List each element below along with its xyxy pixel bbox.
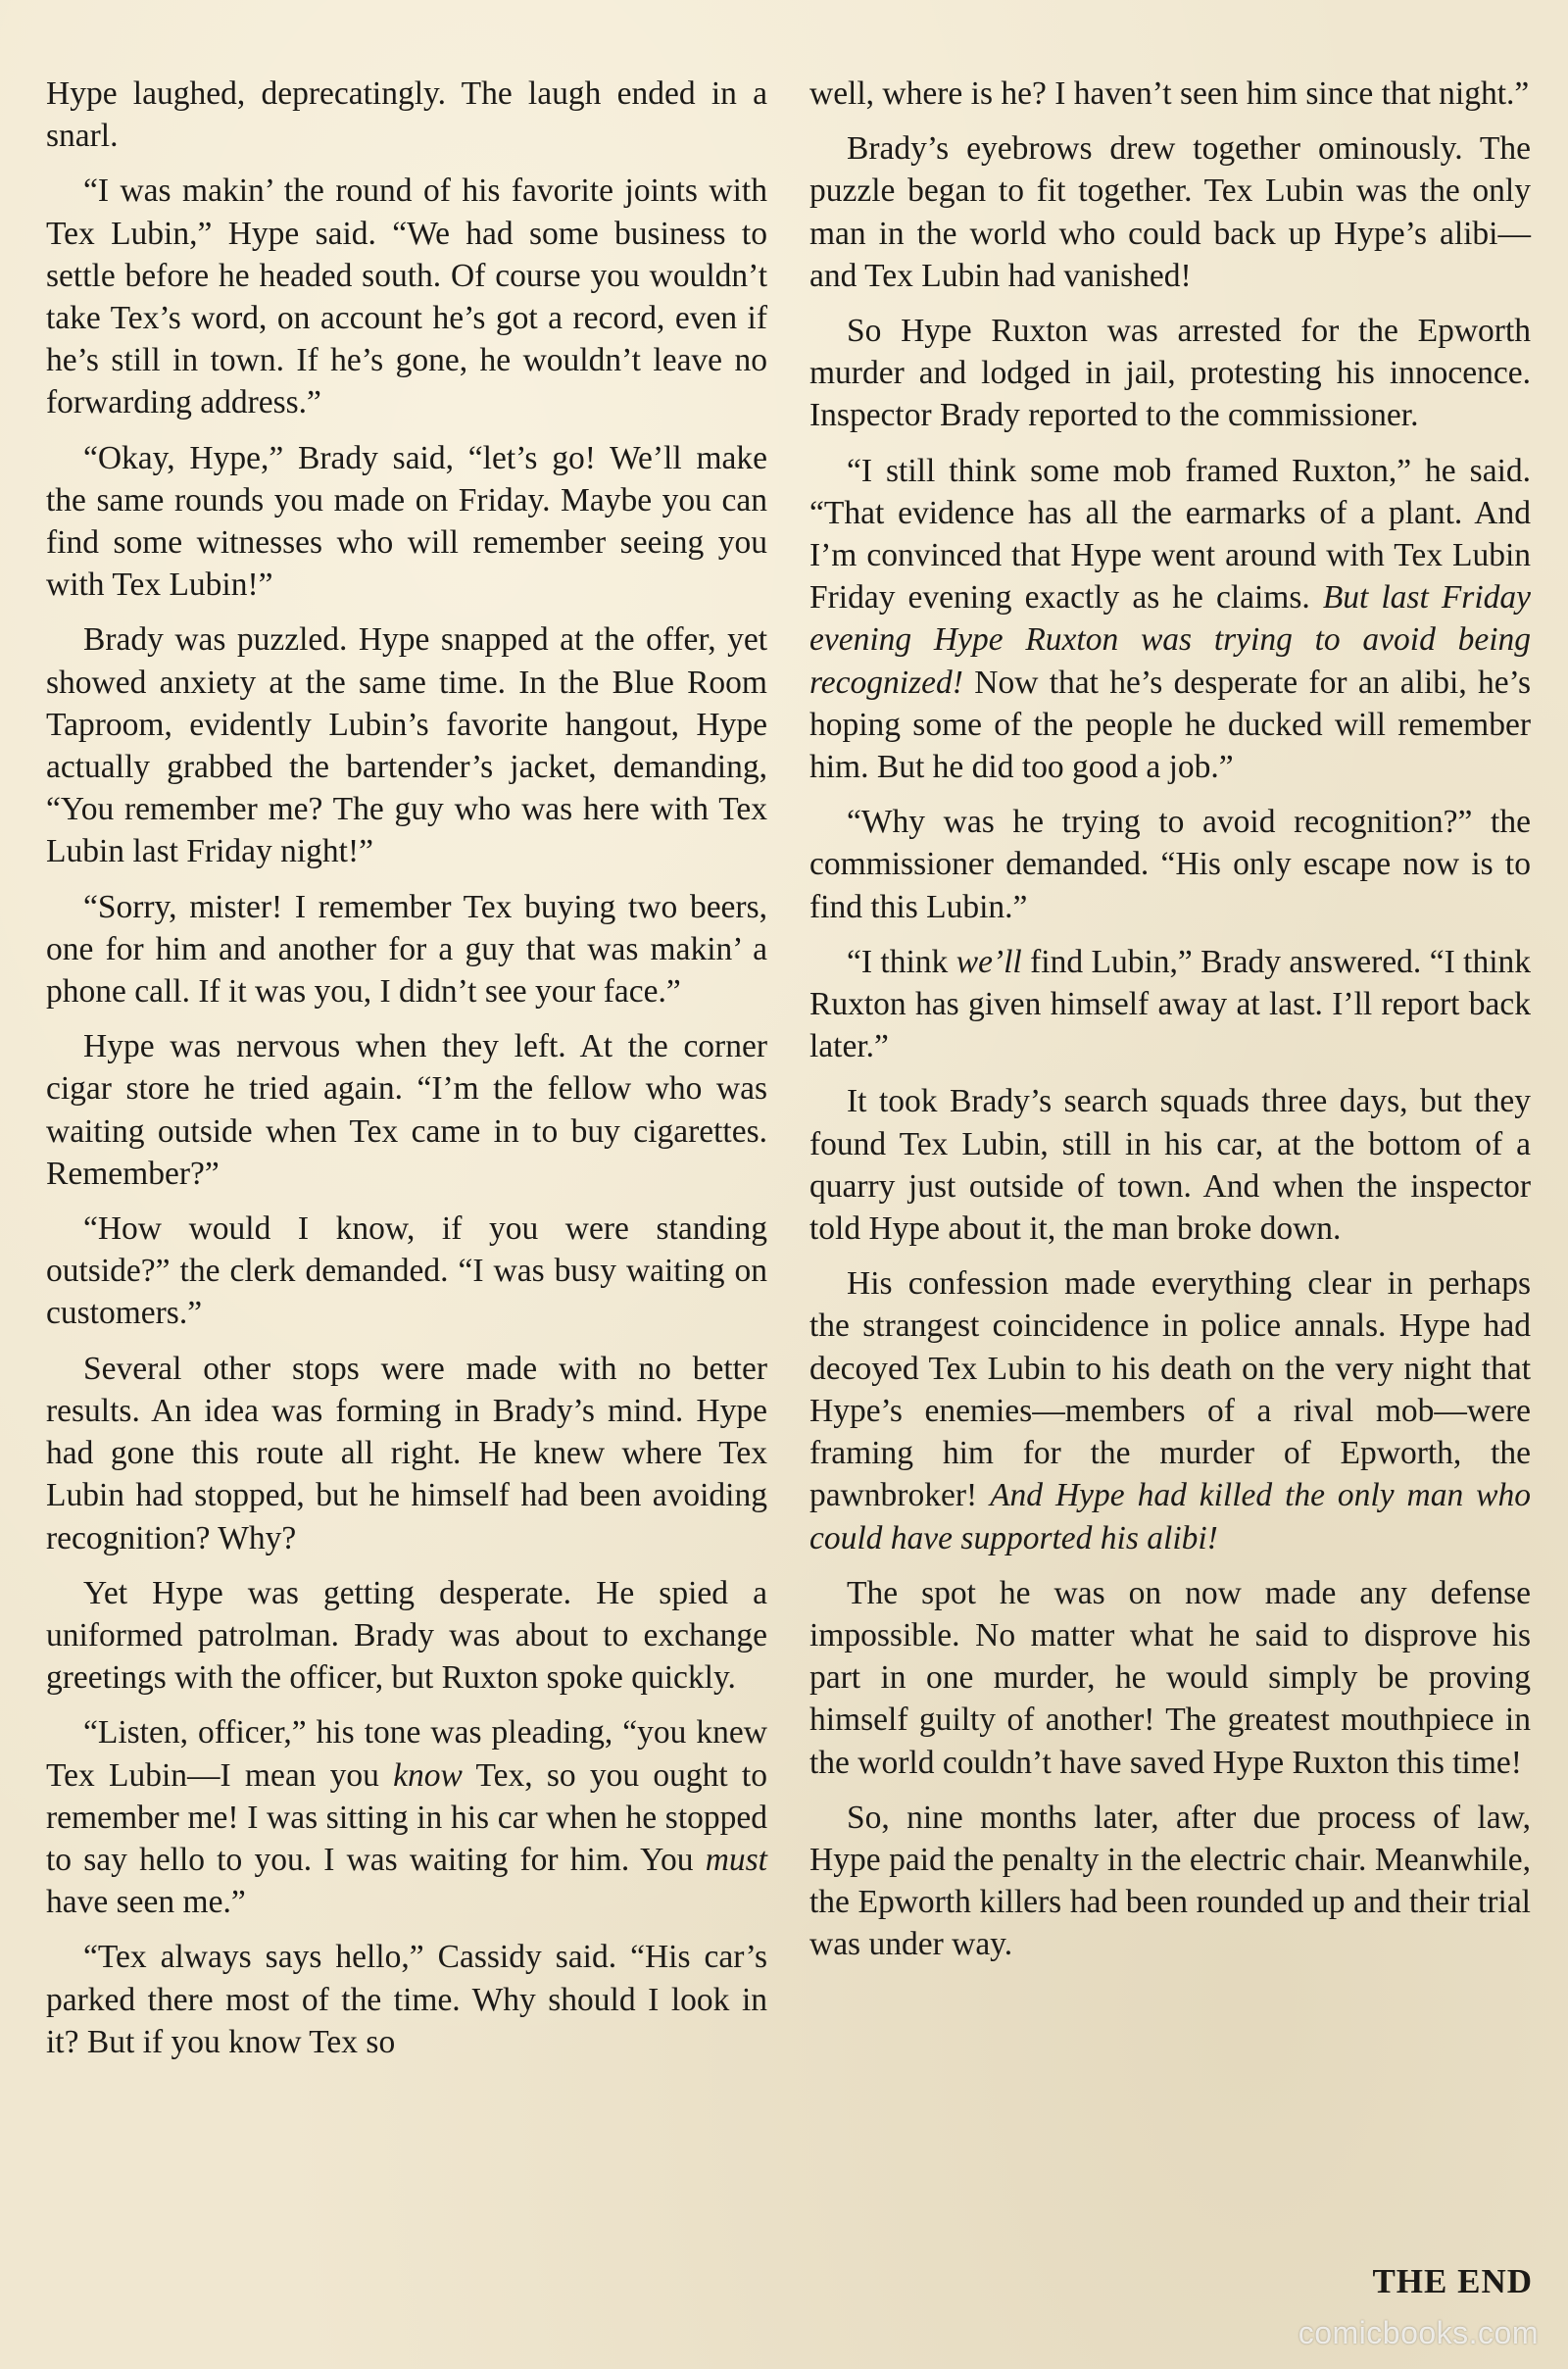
paragraph [46, 1711, 767, 1923]
paragraph: “Sorry, mister! I remember Tex buying two beers, one for him and another for a guy that was makin’ a phone call. If it was you, I didn’t see your face.” [46, 888, 767, 1011]
paragraph [809, 941, 1531, 1068]
paragraph: “I was makin’ the round of his favorite joints with Tex Lubin,” Hype said. “We had some business to settle before he headed south. Of course you wouldn’t take Tex’s word, on account he’s got a record, even if he’s still in town. If he’s gone, he wouldn’t leave no forwarding address.” [46, 173, 767, 421]
text-run: Tex, so you ought to remember me! I was sitting in his car when he stopped to say hello to you. I was waiting for him. You [46, 1756, 767, 1878]
paragraph [809, 1262, 1531, 1558]
emphasis: must [705, 1841, 767, 1878]
paragraph: The spot he was on now made any defense impossible. No matter what he said to disprove his part in one murder, he would simply be proving himself guilty of another! The greatest mouthpiece in the world couldn’t have saved Hype Ruxton this time! [809, 1574, 1531, 1781]
paragraph: “How would I know, if you were standing outside?” the clerk demanded. “I was busy waiting on customers.” [46, 1210, 767, 1332]
paragraph: Hype laughed, deprecatingly. The laugh ended in a snarl. [46, 75, 767, 155]
left-column [46, 73, 767, 2063]
paragraph: Several other stops were made with no better results. An idea was forming in Brady’s mind. Hype had gone this route all right. He knew where Tex Lubin had stopped, but he himself had been avoiding recognition? Why? [46, 1350, 767, 1556]
right-column [809, 73, 1531, 1966]
paragraph: So, nine months later, after due process of law, Hype paid the penalty in the electric chair. Meanwhile, the Epworth killers had been rounded up and their trial was under way. [809, 1799, 1531, 1963]
paragraph: Brady was puzzled. Hype snapped at the offer, yet showed anxiety at the same time. In the Blue Room Taproom, evidently Lubin’s favorite hangout, Hype actually grabbed the bartender’s jacket, demanding, “You remember me? The guy who was here with Tex Lubin last Friday night!” [46, 621, 767, 870]
paragraph [809, 450, 1531, 789]
emphasis: But last Friday evening Hype Ruxton was trying to avoid being recognized! [809, 579, 1531, 701]
text-run: “Listen, officer,” his tone was pleading, “you knew Tex Lubin—I mean you [46, 1714, 767, 1794]
paragraph: well, where is he? I haven’t seen him since that night.” [809, 75, 1530, 112]
text-run: Now that he’s desperate for an alibi, he’s hoping some of the people he ducked will remember him. But he did too good a job.” [809, 664, 1531, 786]
emphasis: we’ll [956, 943, 1022, 980]
text-run: have seen me.” [46, 1884, 246, 1921]
the-end-label: THE END [1372, 2262, 1533, 2300]
text-run: “I still think some mob framed Ruxton,” he said. “That evidence has all the earmarks of a plant. And I’m convinced that Hype went around with Tex Lubin Friday evening exactly as he claims. [809, 452, 1531, 617]
text-run: find Lubin,” Brady answered. “I think Ruxton has given himself away at last. I’ll report back later.” [809, 943, 1532, 1065]
paragraph: “Why was he trying to avoid recognition?” the commissioner demanded. “His only escape now is to find this Lubin.” [809, 804, 1531, 925]
paragraph: So Hype Ruxton was arrested for the Epworth murder and lodged in jail, protesting his innocence. Inspector Brady reported to the commissioner. [809, 313, 1531, 434]
paragraph: Yet Hype was getting desperate. He spied a uniformed patrolman. Brady was about to exchange greetings with the officer, but Ruxton spoke quickly. [46, 1574, 767, 1697]
paragraph: It took Brady’s search squads three days, but they found Tex Lubin, still in his car, at the bottom of a quarry just outside of town. And when the inspector told Hype about it, the man broke down. [809, 1083, 1531, 1248]
emphasis: And Hype had killed the only man who could have supported his alibi! [809, 1477, 1531, 1556]
emphasis: know [393, 1756, 463, 1794]
watermark: comicbooks.com [1298, 2315, 1539, 2350]
paragraph: Brady’s eyebrows drew together ominously. The puzzle began to fit together. Tex Lubin was the only man in the world who could back up Hype’s alibi—and Tex Lubin had vanished! [809, 130, 1531, 294]
paragraph: Hype was nervous when they left. At the corner cigar store he tried again. “I’m the fellow who was waiting outside when Tex came in to buy cigarettes. Remember?” [46, 1028, 767, 1192]
text-run: His confession made everything clear in perhaps the strangest coincidence in police annals. Hype had decoyed Tex Lubin to his death on the very night that Hype’s enemies—members of a rival mob—were framing him for the murder of Epworth, the pawnbroker! [809, 1265, 1531, 1514]
text-run: “I think [847, 943, 956, 980]
paragraph: “Tex always says hello,” Cassidy said. “His car’s parked there most of the time. Why should I look in it? But if you know Tex so [46, 1939, 767, 2060]
paragraph: “Okay, Hype,” Brady said, “let’s go! We’ll make the same rounds you made on Friday. Maybe you can find some witnesses who will remember seeing you with Tex Lubin!” [46, 439, 767, 604]
